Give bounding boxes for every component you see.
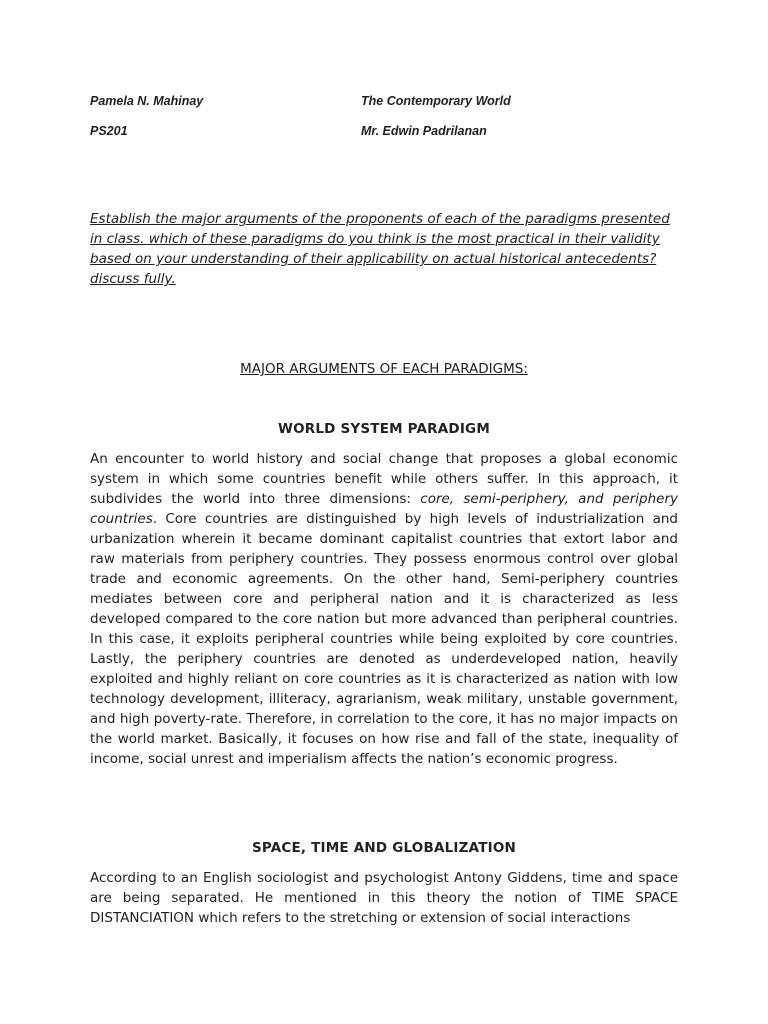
space-time-heading: SPACE, TIME AND GLOBALIZATION [251, 840, 517, 856]
instructor-name: Mr. Edwin Padrilanan [361, 124, 487, 138]
section-title: MAJOR ARGUMENTS OF EACH PARADIGMS: [240, 361, 528, 377]
world-system-heading: WORLD SYSTEM PARADIGM [278, 421, 490, 437]
world-system-intro: An encounter to world history and social change that proposes a global economic system in which some countries benefit while others suffer. In this approach, it subdivides the world into three dimensions: [90, 451, 678, 507]
author-name: Pamela N. Mahinay [90, 94, 204, 108]
assignment-prompt: Establish the major arguments of the proponents of each of the paradigms presented in class. which of these paradigms do you think is the most practical in their validity based on your understanding of their applicability on actual historical antecedents? discuss fully. [90, 211, 670, 287]
space-time-paragraph: According to an English sociologist and psychologist Antony Giddens, time and space are being separated. He mentioned in this theory the notion of TIME SPACE DISTANCIATION which refers to the stretching or extension of social interactions [90, 870, 678, 926]
course-code: PS201 [90, 124, 128, 138]
world-system-paragraph [90, 449, 678, 769]
world-system-italic: core, semi-periphery, and periphery countries [90, 491, 678, 527]
course-title: The Contemporary World [361, 94, 511, 108]
world-system-rest: . Core countries are distinguished by high levels of industrialization and urbanization wherein it became dominant capitalist countries that extort labor and raw materials from periphery countries. They possess enormous control over global trade and economic agreements. On the other hand, Semi-periphery countries mediates between core and peripheral nation and it is characterized as less developed compared to the core nation but more advanced than peripheral countries. In this case, it exploits peripheral countries while being exploited by core countries. Lastly, the periphery countries are denoted as underdeveloped nation, heavily exploited and highly reliant on core countries as it is characterized as nation with low technology development, illiteracy, agrarianism, weak military, unstable government, and high poverty-rate. Therefore, in correlation to the core, it has no major impacts on the world market. Basically, it focuses on how rise and fall of the state, inequality of income, social unrest and imperialism affects the nation’s economic progress. [90, 511, 678, 767]
